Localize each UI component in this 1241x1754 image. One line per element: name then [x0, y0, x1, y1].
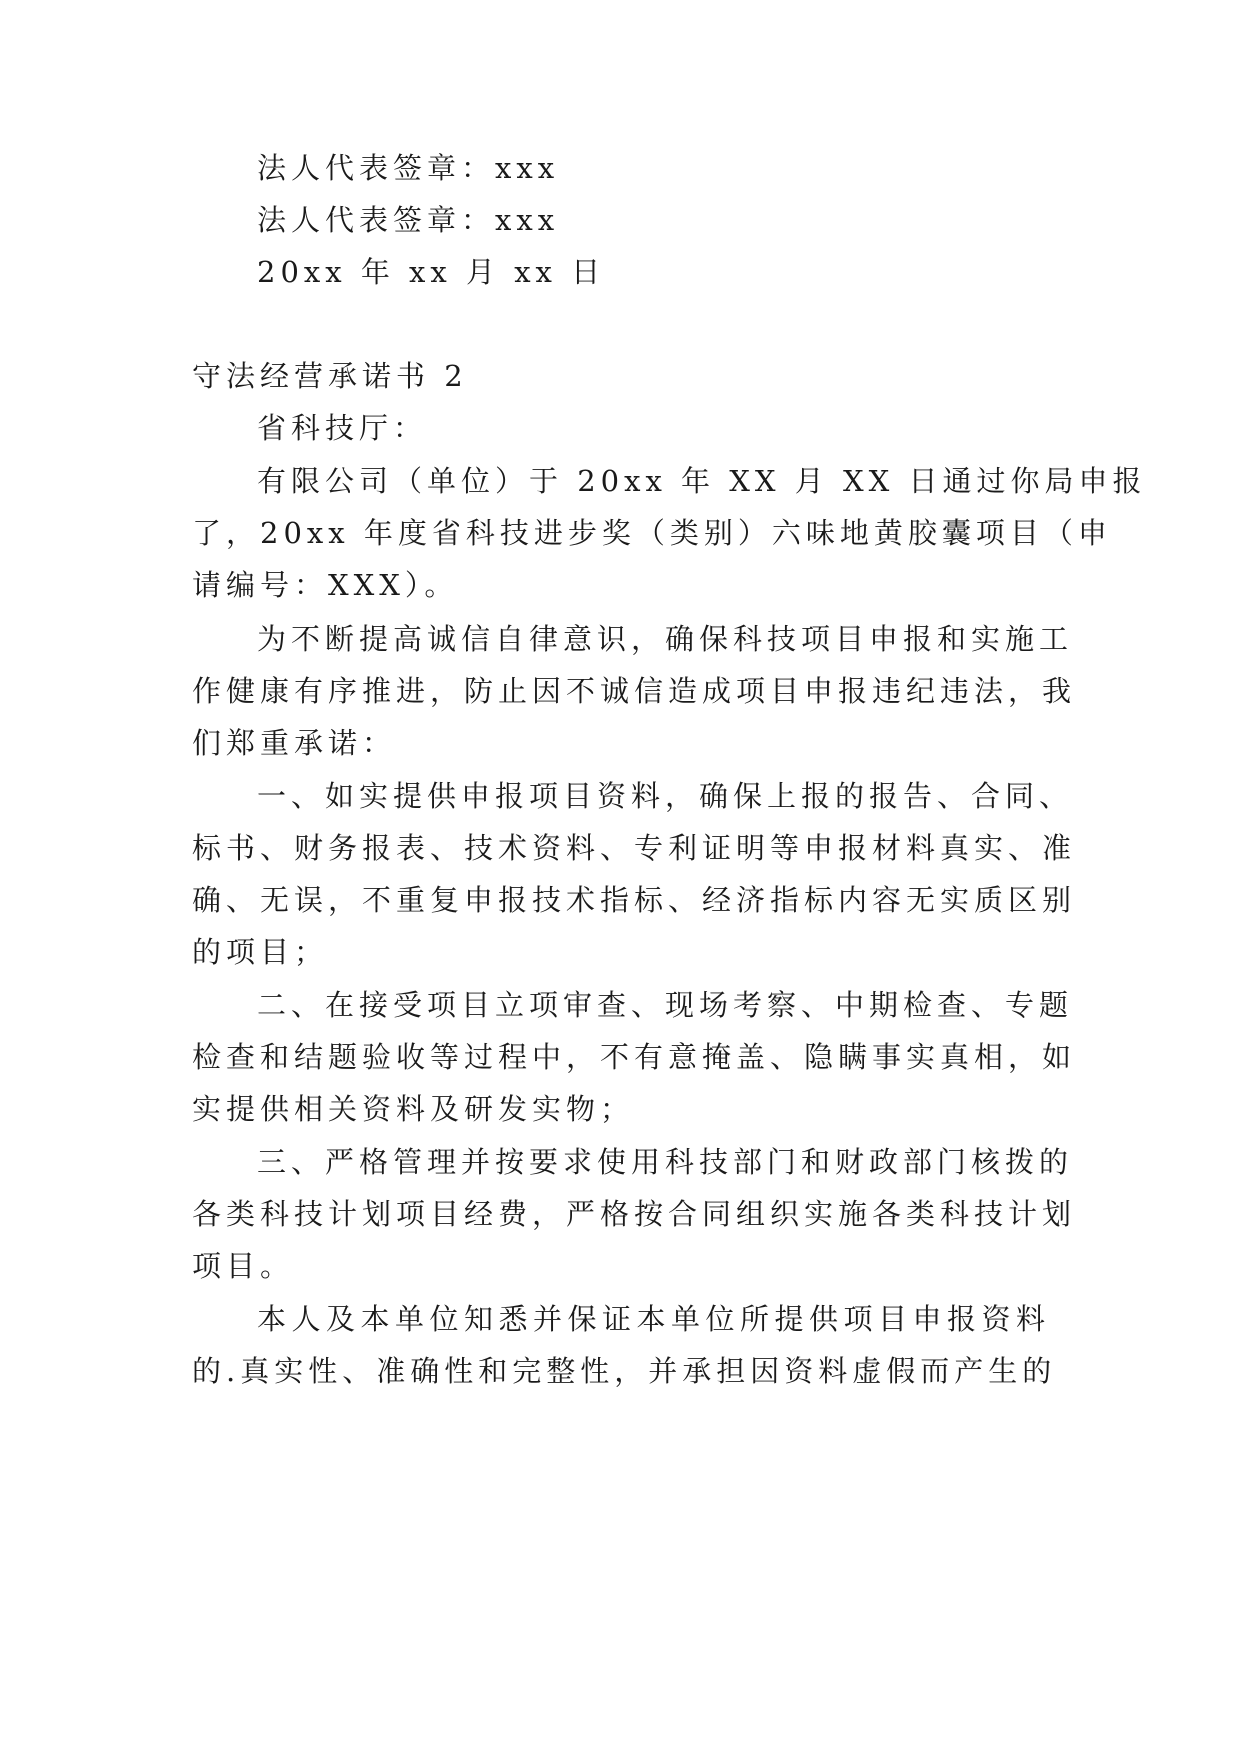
item2-line1: 二、在接受项目立项审查、现场考察、中期检查、专题 — [257, 988, 1074, 1022]
paragraph2-line1: 为不断提高诚信自律意识，确保科技项目申报和实施工 — [257, 622, 1074, 656]
signature-line-1: 法人代表签章：xxx — [257, 151, 560, 185]
paragraph1-line1: 有限公司（单位）于 20xx 年 XX 月 XX 日通过你局申报 — [257, 464, 1147, 498]
item2-line2: 检查和结题验收等过程中，不有意掩盖、隐瞒事实真相，如 — [192, 1040, 1077, 1074]
paragraph3-line2: 的.真实性、准确性和完整性，并承担因资料虚假而产生的 — [192, 1354, 1057, 1388]
item1-line3: 确、无误，不重复申报技术指标、经济指标内容无实质区别 — [192, 883, 1077, 917]
item1-line2: 标书、财务报表、技术资料、专利证明等申报材料真实、准 — [192, 831, 1077, 865]
section-title: 守法经营承诺书 2 — [192, 359, 468, 393]
item3-line2: 各类科技计划项目经费，严格按合同组织实施各类科技计划 — [192, 1197, 1077, 1231]
item1-line4: 的项目； — [192, 935, 329, 969]
item3-line1: 三、严格管理并按要求使用科技部门和财政部门核拨的 — [257, 1145, 1074, 1179]
paragraph3-line1: 本人及本单位知悉并保证本单位所提供项目申报资料 — [257, 1302, 1050, 1336]
item2-line3: 实提供相关资料及研发实物； — [192, 1092, 635, 1126]
signature-line-2: 法人代表签章：xxx — [257, 203, 560, 237]
salutation: 省科技厅： — [257, 411, 428, 445]
paragraph1-line3: 请编号：XXX）。 — [192, 568, 459, 602]
date-line: 20xx 年 xx 月 xx 日 — [257, 255, 606, 289]
item1-line1: 一、如实提供申报项目资料，确保上报的报告、合同、 — [257, 779, 1074, 813]
paragraph2-line3: 们郑重承诺： — [192, 726, 397, 760]
paragraph1-line2: 了，20xx 年度省科技进步奖（类别）六味地黄胶囊项目（申 — [192, 516, 1112, 550]
item3-line3: 项目。 — [192, 1249, 295, 1283]
paragraph2-line2: 作健康有序推进，防止因不诚信造成项目申报违纪违法，我 — [192, 674, 1077, 708]
